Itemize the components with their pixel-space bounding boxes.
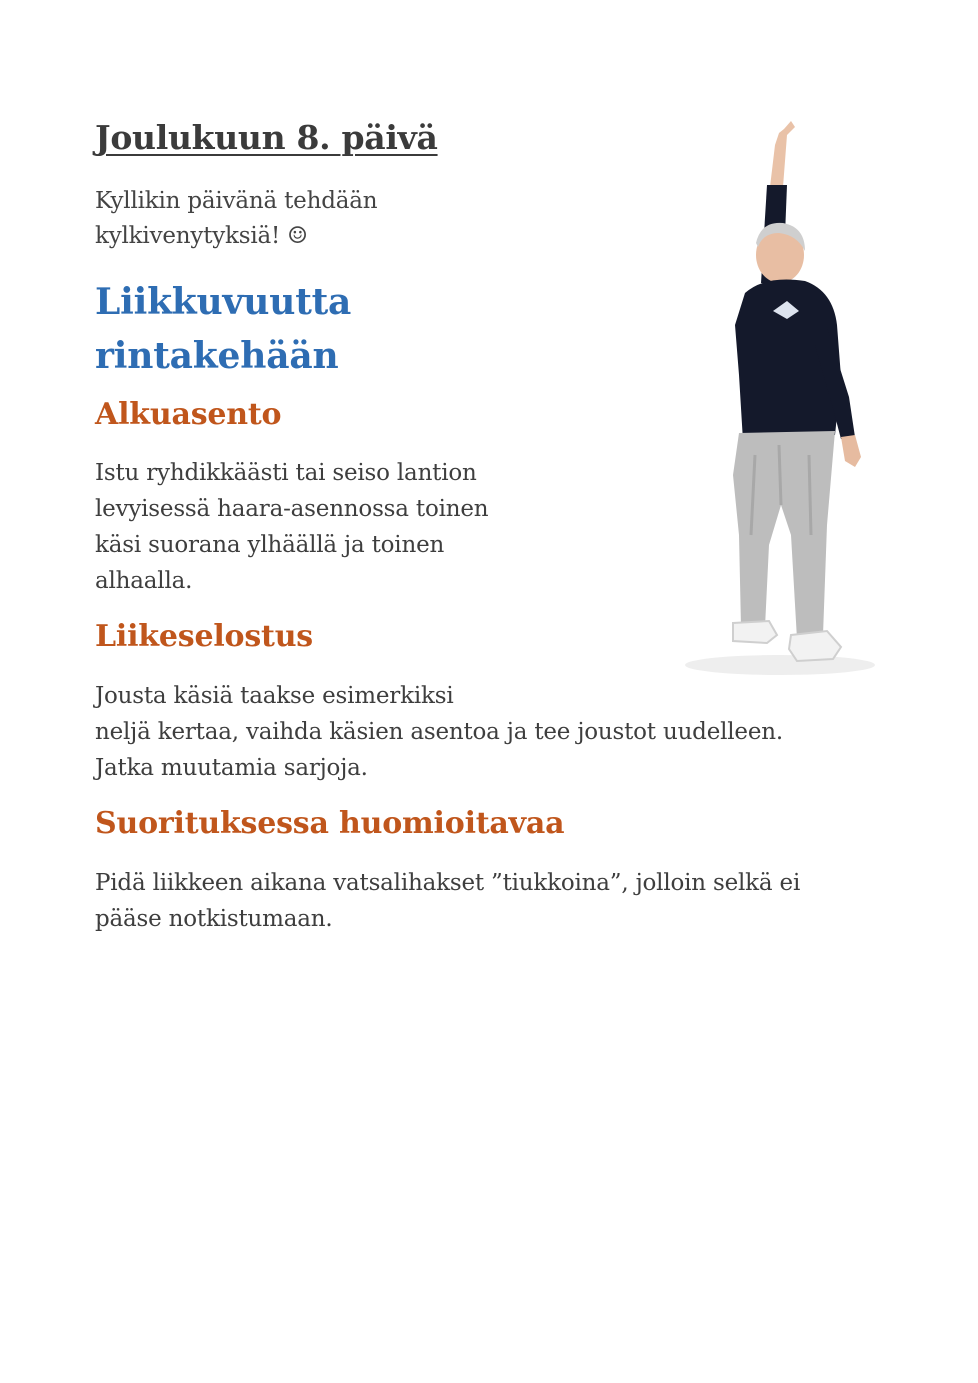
left-shoe xyxy=(733,621,777,643)
text-line: käsi suorana ylhäällä ja toinen xyxy=(95,532,445,558)
text-alkuasento xyxy=(95,455,550,599)
heading-suorituksessa: Suorituksessa huomioitavaa xyxy=(95,806,565,841)
trousers xyxy=(733,431,835,639)
text-line: Pidä liikkeen aikana vatsalihakset ”tiukkoina”, jolloin selkä ei xyxy=(95,870,801,896)
exercise-title-line-2: rintakehään xyxy=(95,335,339,377)
intro-line-1: Kyllikin päivänä tehdään xyxy=(95,188,378,214)
text-line: pääse notkistumaan. xyxy=(95,906,333,932)
text-line: alhaalla. xyxy=(95,568,193,594)
exercise-title xyxy=(95,275,515,383)
text-line: Istu ryhdikkäästi tai seiso lantion xyxy=(95,460,477,486)
text-line: levyisessä haara-asennossa toinen xyxy=(95,496,489,522)
intro-line-2: kylkivenytyksiä! ☺ xyxy=(95,223,308,249)
lowered-hand xyxy=(841,435,861,467)
right-shoe xyxy=(789,631,841,661)
raised-hand xyxy=(770,121,795,187)
day-title: Joulukuun 8. päivä xyxy=(95,118,438,157)
intro-text xyxy=(95,184,495,254)
floor-shadow xyxy=(685,655,875,675)
heading-liikeselostus: Liikeselostus xyxy=(95,619,313,654)
text-line: Jatka muutamia sarjoja. xyxy=(95,755,368,781)
text-suorituksessa xyxy=(95,865,895,937)
exercise-title-line-1: Liikkuvuutta xyxy=(95,281,352,323)
text-line: neljä kertaa, vaihda käsien asentoa ja tee joustot uudelleen. xyxy=(95,719,783,745)
text-liikeselostus xyxy=(95,678,885,786)
heading-alkuasento: Alkuasento xyxy=(95,397,282,432)
exercise-photo xyxy=(565,115,885,690)
person-stretching-illustration xyxy=(565,115,885,690)
text-line: Jousta käsiä taakse esimerkiksi xyxy=(95,683,454,709)
